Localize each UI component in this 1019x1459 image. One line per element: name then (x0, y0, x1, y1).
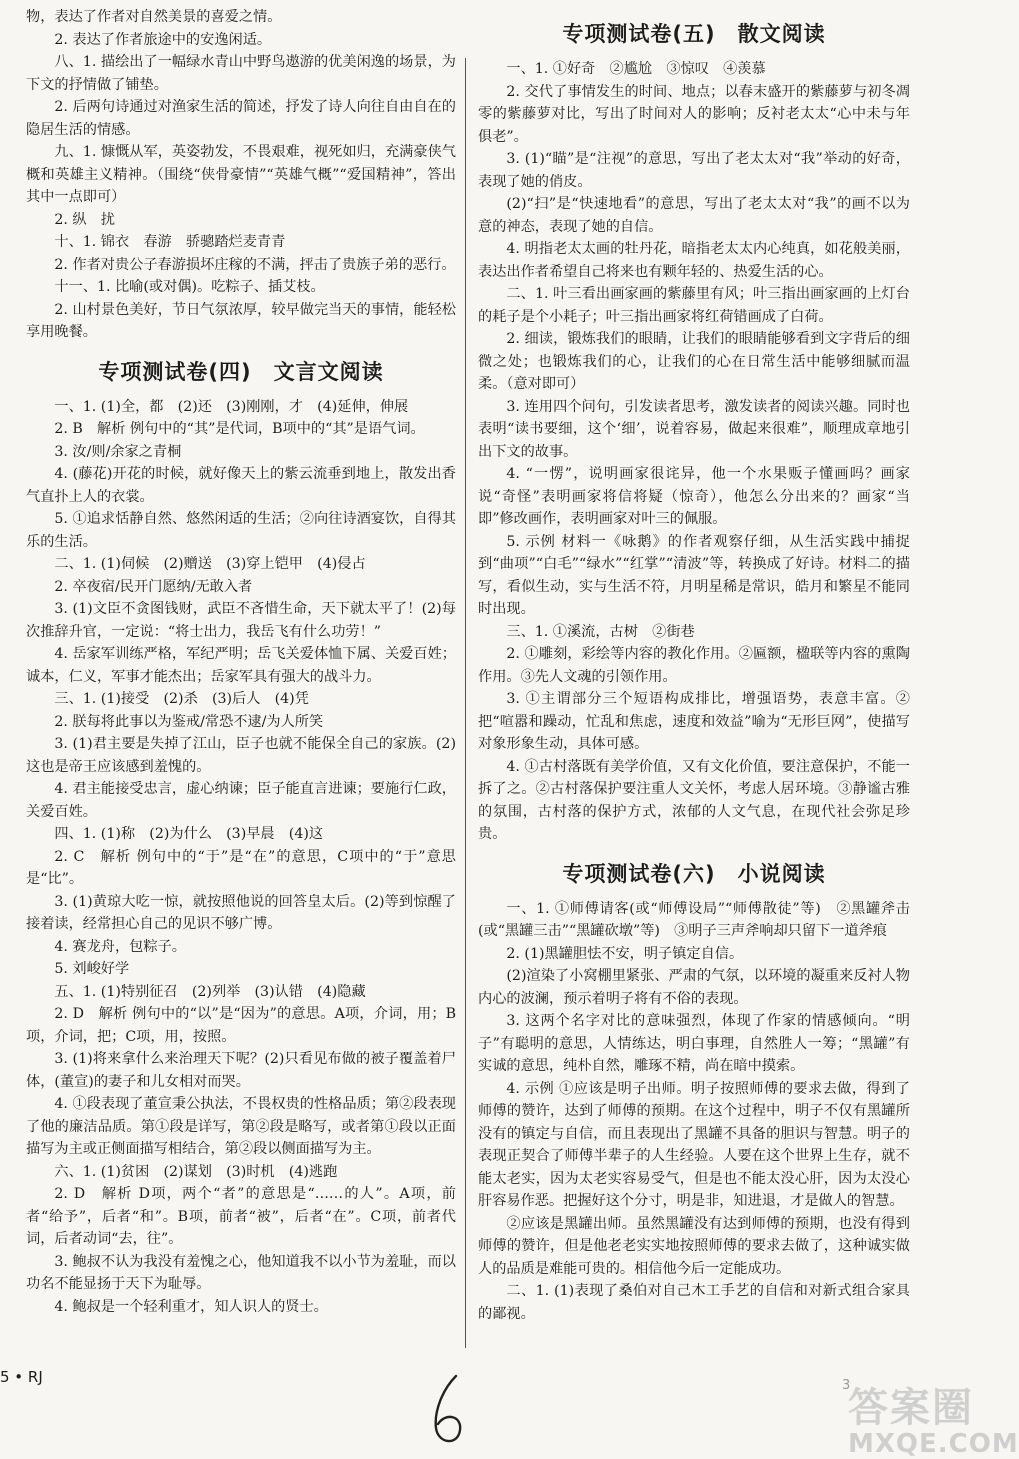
answer-paragraph: 3. (1)文臣不贪图钱财，武臣不吝惜生命，天下就太平了！(2)每次推辞升官，一定说：“将士出力，我岳飞有什么功劳！” (26, 601, 456, 640)
answer-paragraph: 3. (1)黄琼大吃一惊，就按照他说的回答皇太后。(2)等到惊醒了接着读，经常担心自己的见识不够广博。 (26, 893, 456, 932)
answer-paragraph: 十一、1. 比喻(或对偶)。吃粽子、插艾枝。 (54, 279, 325, 295)
answer-paragraph: 2. 卒夜宿/民开门愿纳/无敢入者 (54, 578, 253, 595)
answer-paragraph: (2)“扫”是“快速地看”的意思，写出了老太太对“我”的画不以为意的神态，表现了她的自信。 (478, 196, 910, 235)
answer-paragraph: 八、1. 描绘出了一幅绿水青山中野鸟遨游的优美闲逸的场景，为下文的抒情做了铺垫。 (26, 54, 456, 93)
answer-paragraph: 2. 表达了作者旅途中的安逸闲适。 (54, 31, 272, 48)
answer-paragraph: 4. 鲍叔是一个轻利重才，知人识人的贤士。 (54, 1298, 328, 1315)
answer-paragraph: 2. 作者对贵公子春游损坏庄稼的不满，抨击了贵族子弟的恶行。 (54, 256, 456, 273)
answer-paragraph: 2. D 解析 例句中的“以”是“因为”的意思。A项，介词，用；B项，介词，把；C项，用，按照。 (26, 1006, 456, 1045)
answer-paragraph: (2)渲染了小窝棚里紧张、严肃的气氛，以环境的凝重来反衬人物内心的波澜，预示着明子将有不俗的表现。 (478, 968, 910, 1007)
answer-paragraph: 4. 示例 ①应该是明子出师。明子按照师傅的要求去做，得到了师傅的赞许，达到了师傅的预期。在这个过程中，明子不仅有黑罐所没有的镇定与自信，而且表现出了黑罐不具备的胆识与智慧。明子的表现正契合了师傅半辈子的人生经验。人要在这个世界上生存，就不能太老实，因为太老实容易受气，但是也不能太没心肝，因为太没心肝容易作恶。把握好这个分寸，明是非，知进退，才是做人的智慧。 (478, 1080, 910, 1209)
answer-paragraph: 4. ①段表现了董宣秉公执法，不畏权贵的性格品质；第②段表现了他的廉洁品质。第①段是详写，第②段是略写，或者第①段以正面描写为主或正侧面描写相结合，第②段以侧面描写为主。 (26, 1096, 456, 1157)
answer-paragraph: 3. 汝/则/余家之青桐 (54, 443, 182, 460)
answer-paragraph: 六、1. (1)贫困 (2)谋划 (3)时机 (4)逃跑 (54, 1163, 338, 1180)
answer-paragraph: 2. (1)黑罐胆怯不安，明子镇定自信。 (506, 945, 744, 962)
right-column (478, 6, 910, 1325)
watermark-logo (848, 1376, 1019, 1459)
answer-paragraph: 2. B 解析 例句中的“其”是代词，B项中的“其”是语气词。 (54, 421, 425, 437)
answer-paragraph: ②应该是黑罐出师。虽然黑罐没有达到师傅的预期，也没有得到师傅的赞许，但是他老老实实地按照师傅的要求去做了，这种诚实做人的品质是难能可贵的。相信他今后一定能成功。 (478, 1215, 910, 1277)
answer-paragraph: 2. 交代了事情发生的时间、地点；以春末盛开的紫藤萝与初冬凋零的紫藤萝对比，写出了时间对人的影响；反衬老太太“心中未与年俱老”。 (478, 83, 910, 145)
answer-paragraph: 3. (1)“瞄”是“注视”的意思，写出了老太太对“我”举动的好奇，表现了她的俏皮。 (478, 151, 910, 190)
answer-paragraph: 3. (1)君主要是失掉了江山，臣子也就不能保全自己的家族。(2)这也是帝王应该感到羞愧的。 (26, 736, 456, 775)
section-heading: 专项测试卷(六) 小说阅读 (562, 861, 826, 886)
answer-paragraph: 一、1. (1)全，都 (2)还 (3)刚刚，才 (4)延伸，伸展 (54, 398, 409, 415)
answer-paragraph: 3. ①主谓部分三个短语构成排比，增强语势，表意丰富。②把“喧嚣和躁动，忙乱和焦虑，速度和效益”喻为“无形巨网”，使描写对象形象生动，具体可感。 (478, 691, 910, 752)
handwritten-page-digit (428, 1370, 468, 1450)
answer-paragraph: 五、1. (1)特别征召 (2)列举 (3)认错 (4)隐藏 (54, 983, 366, 1000)
answer-paragraph: 一、1. ①师傅请客(或“师傅设局”“师傅散徒”等) ②黑罐斧击(或“黑罐三击”“黑罐砍墩”等) ③明子三声斧响却只留下一道斧痕 (478, 900, 910, 939)
section-heading: 专项测试卷(四) 文言文阅读 (98, 359, 384, 384)
answer-paragraph: 九、1. 慷慨从军，英姿勃发，不畏艰难，视死如归，充满豪侠气概和英雄主义精神。（围绕“侠骨豪情”“英雄气概”“爱国精神”，答出其中一点即可） (26, 144, 456, 205)
column-divider (465, 58, 466, 1348)
page-number: 3 (842, 1378, 851, 1393)
answer-paragraph: 三、1. (1)接受 (2)杀 (3)后人 (4)凭 (54, 691, 309, 707)
answer-paragraph: 二、1. (1)表现了桑伯对自己木工手艺的自信和对新式组合家具的鄙视。 (478, 1283, 910, 1322)
answer-paragraph: 物，表达了作者对自然美景的喜爱之情。 (26, 9, 282, 25)
watermark-url: MXQE.COM (848, 1429, 1019, 1459)
answer-paragraph: 2. C 解析 例句中的“于”是“在”的意思，C项中的“于”意思是“比”。 (26, 848, 456, 887)
left-column (26, 6, 456, 1318)
section-heading: 专项测试卷(五) 散文阅读 (562, 22, 826, 46)
answer-paragraph: 5. 示例 材料一《咏鹅》的作者观察仔细，从生活实践中捕捉到“曲项”“白毛”“绿水”“红掌”“清波”等，转换成了好诗。材料二的描写，看似生动，实与生活不符，月明星稀是常识，皓月和繁星不能同时出现。 (478, 533, 910, 617)
watermark-title: 答案圈 (848, 1385, 974, 1431)
answer-paragraph: 2. 后两句诗通过对渔家生活的简述，抒发了诗人向往自由自在的隐居生活的情感。 (26, 99, 456, 138)
answer-paragraph: 4. 明指老太太画的牡丹花，暗指老太太内心纯真，如花般美丽，表达出作者希望自己将来也有颗年轻的、热爱生活的心。 (478, 241, 910, 280)
answer-paragraph: 3. 这两个名字对比的意味强烈，体现了作家的情感倾向。“明子”有聪明的意思，人情练达，明白事理，自然胜人一筹；“黑罐”有实诚的意思，纯朴自然，雕琢不精，尚在暗中摸索。 (478, 1013, 910, 1074)
answer-paragraph: 4. ①古村落既有美学价值，又有文化价值，要注意保护，不能一拆了之。②古村落保护要注重人文关怀，考虑人居环境。③静谧古雅的氛围，古村落的保护方式，浓郁的人文气息，在现代社会弥足珍贵。 (478, 758, 910, 842)
answer-paragraph: 4. (藤花)开花的时候，就好像天上的紫云流垂到地上，散发出香气直扑上人的衣裳。 (26, 466, 456, 505)
answer-paragraph: 一、1. ①好奇 ②尴尬 ③惊叹 ④羡慕 (506, 61, 766, 77)
answer-paragraph: 2. D 解析 D项，两个“者”的意思是“……的人”。A项，前者“给予”，后者“和”。B项，前者“被”，后者“在”。C项，前者代词，后者动词“去，往”。 (26, 1186, 456, 1247)
answer-paragraph: 3. 连用四个问句，引发读者思考，激发读者的阅读兴趣。同时也表明“读书要细，这个‘细’，说着容易，做起来很难”，顺理成章地引出下文的故事。 (478, 398, 910, 460)
answer-paragraph: 4. 君主能接受忠言，虚心纳谏；臣子能直言进谏；要施行仁政，关爱百姓。 (26, 781, 456, 820)
answer-paragraph: 2. 细读，锻炼我们的眼睛，让我们的眼睛能够看到文字背后的细微之处；也锻炼我们的心，让我们的心在日常生活中能够细腻而温柔。（意对即可） (478, 331, 910, 392)
answer-paragraph: 5. 刘峻好学 (54, 961, 130, 977)
answer-paragraph: 三、1. ①溪流，古树 ②街巷 (506, 623, 695, 640)
footer-edition-mark: 5 • RJ (0, 1368, 43, 1386)
answer-paragraph: 2. 山村景色美好，节日气氛浓厚，较早做完当天的事情，能轻松享用晚餐。 (26, 301, 456, 340)
answer-paragraph: 二、1. (1)伺候 (2)赠送 (3)穿上铠甲 (4)侵占 (54, 556, 366, 572)
answer-paragraph: 2. ①雕刻，彩绘等内容的教化作用。②匾额，楹联等内容的熏陶作用。③先人文魂的引领作用。 (478, 646, 910, 685)
answer-paragraph: 2. 纵 扰 (54, 211, 115, 228)
answer-paragraph: 4. 岳家军训练严格，军纪严明；岳飞关爱体恤下属、关爱百姓；诚本，仁义，军事才能杰出；岳家军具有强大的战斗力。 (26, 646, 456, 685)
answer-paragraph: 2. 朕每将此事以为鉴戒/常恐不逮/为人所笑 (54, 713, 324, 730)
answer-paragraph: 四、1. (1)称 (2)为什么 (3)早晨 (4)这 (54, 826, 324, 842)
answer-paragraph: 二、1. 叶三看出画家画的紫藤里有风；叶三指出画家画的上灯台的耗子是个小耗子；叶三指出画家将红荷错画成了白荷。 (478, 286, 910, 325)
answer-paragraph: 3. 鲍叔不认为我没有羞愧之心，他知道我不以小节为羞耻，而以功名不能显扬于天下为耻辱。 (26, 1253, 456, 1292)
answer-paragraph: 3. (1)将来拿什么来治理天下呢？(2)只看见布做的被子覆盖着尸体，(董宣)的妻子和儿女相对而哭。 (26, 1051, 456, 1090)
answer-paragraph: 5. ①追求恬静自然、悠然闲适的生活；②向往诗酒宴饮，自得其乐的生活。 (26, 511, 456, 550)
answer-paragraph: 4. “一愣”，说明画家很诧异，他一个水果贩子懂画吗？画家说“奇怪”表明画家将信将疑（惊奇），他怎么分出来的？画家“当即”修改画作，表明画家对叶三的佩服。 (478, 466, 910, 527)
answer-paragraph: 4. 赛龙舟，包粽子。 (54, 938, 186, 955)
answer-paragraph: 十、1. 锦衣 春游 骄骢踏烂麦青青 (54, 234, 286, 250)
